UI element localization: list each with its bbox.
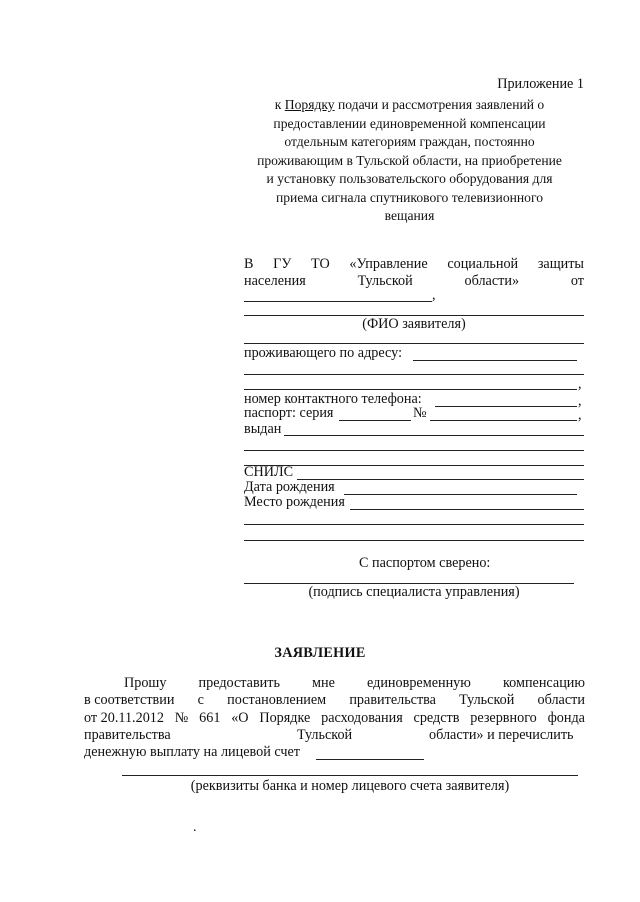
issued-field-line-2[interactable] [244, 450, 584, 451]
birth-place-field-line-2[interactable] [244, 524, 584, 525]
statement-line-2: в соответствии с постановлением правительства Тульской области [84, 692, 585, 708]
birth-date-field-line[interactable] [344, 494, 577, 495]
statement-line-4-right: области» и перечислить [429, 727, 574, 743]
order-link[interactable]: Порядку [284, 97, 335, 112]
footer-mark: . [193, 820, 197, 835]
statement-line-5: денежную выплату на лицевой счет [84, 744, 301, 760]
phone-field-line[interactable] [435, 406, 577, 407]
birth-place-field-line[interactable] [350, 509, 584, 510]
header-line: отдельным категориям граждан, постоянно [284, 134, 535, 149]
header-line: приема сигнала спутникового телевизионного [275, 189, 543, 205]
issued-field-line-3[interactable] [244, 465, 584, 466]
statement-line-3: от 20.11.2012 № 661 «О Порядке расходования средств резервного фонда [84, 710, 585, 726]
address-field-line-3[interactable] [244, 389, 577, 390]
statement-line-1: Прошу предоставить мне единовременную компенсацию [124, 675, 585, 691]
header-line: вещания [384, 208, 435, 223]
passport-series-line[interactable] [339, 420, 411, 421]
appendix-header [232, 96, 587, 226]
phone-label: номер контактного телефона: [244, 391, 422, 407]
passport-number-label: № [413, 405, 427, 421]
header-line-1: к Порядку подачи и рассмотрения заявлений о [274, 97, 545, 112]
issued-label: выдан [244, 421, 282, 437]
address-label: проживающего по адресу: [244, 345, 403, 361]
passport-series-label: паспорт: серия [244, 405, 334, 421]
statement-line-4-mid: Тульской [297, 727, 353, 743]
header-line: и установку пользовательского оборудования для [266, 171, 553, 186]
statement-title: ЗАЯВЛЕНИЕ [274, 645, 366, 661]
birth-date-label: Дата рождения [244, 479, 335, 495]
bank-details-line[interactable] [122, 775, 578, 776]
appendix-label: Приложение 1 [497, 76, 584, 92]
account-field-line[interactable] [316, 759, 424, 760]
birth-place-field-line-3[interactable] [244, 540, 584, 541]
header-line: проживающим в Тульской области, на приобретение [257, 152, 562, 168]
issued-field-line[interactable] [284, 435, 584, 436]
address-field-line-2[interactable] [244, 374, 584, 375]
passport-number-line[interactable] [430, 420, 577, 421]
fio-caption: (ФИО заявителя) [362, 316, 466, 332]
address-field-line[interactable] [413, 360, 577, 361]
birth-place-label: Место рождения [244, 494, 345, 510]
signature-caption: (подпись специалиста управления) [308, 584, 520, 600]
verified-label: С паспортом сверено: [359, 555, 491, 571]
header-line: предоставлении единовременной компенсации [273, 115, 546, 131]
bank-caption: (реквизиты банка и номер лицевого счета заявителя) [190, 778, 510, 794]
snils-label: СНИЛС [244, 464, 294, 480]
addressee-line-2: населения Тульской области» от [244, 273, 584, 289]
from-field-line[interactable] [244, 301, 432, 302]
blank-line [244, 343, 584, 344]
addressee-line-1: В ГУ ТО «Управление социальной защиты [244, 256, 584, 272]
snils-field-line[interactable] [297, 479, 584, 480]
statement-line-4-left: правительства [84, 727, 171, 743]
